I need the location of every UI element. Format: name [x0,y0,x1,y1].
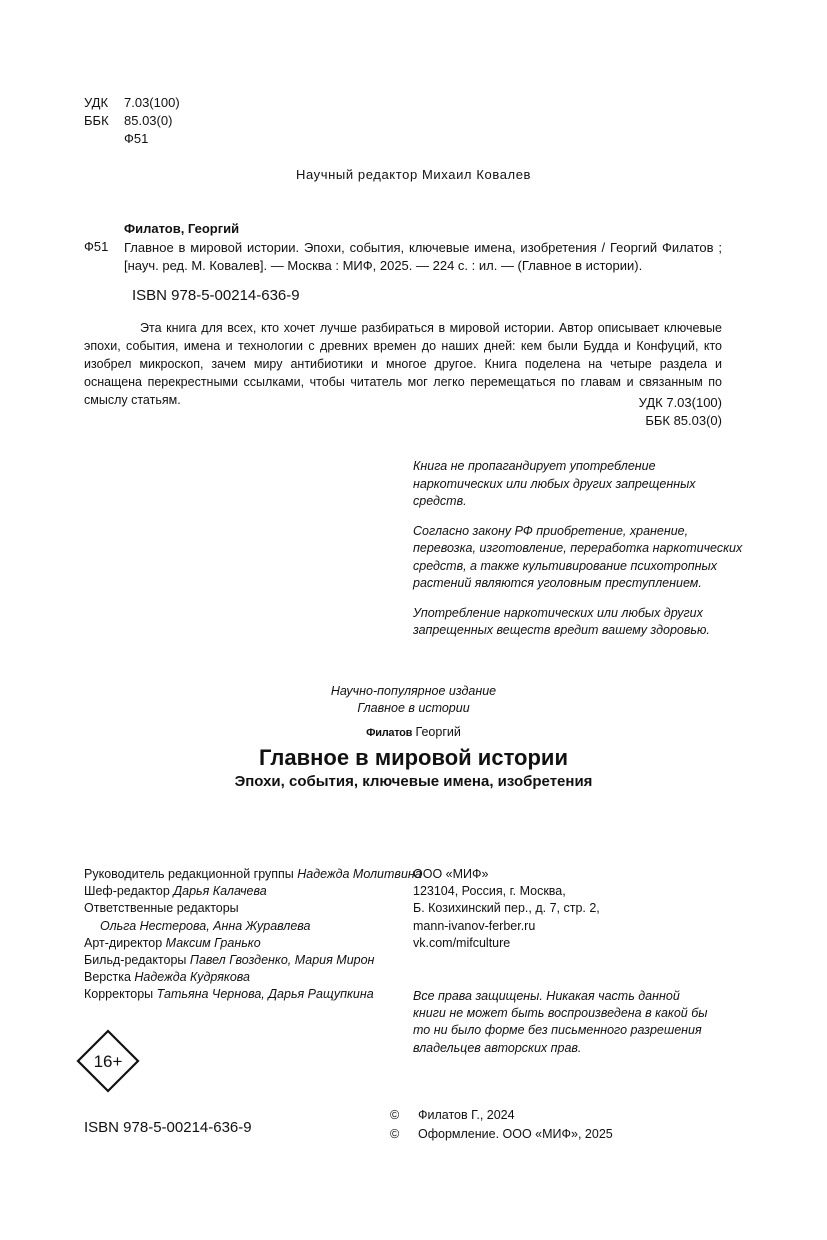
staff-line [84,918,422,935]
copyright-text: Филатов Г., 2024 [418,1108,515,1122]
classification-key [84,130,124,148]
author-code: Ф51 [84,239,109,254]
staff-line [84,866,422,883]
classification-value: 85.03(0) [124,113,173,128]
series-name: Главное в истории [357,701,470,715]
classification-block [84,94,180,148]
classification-key: ББК [84,113,109,128]
age-rating-text: 16+ [93,1052,123,1071]
annotation: Эта книга для всех, кто хочет лучше разбираться в мировой истории. Автор описывает ключевые эпохи, события, имена и технологии с древних времен до наших дней: кем были Будда и Конфуций, кто изобрел микроскоп, зачем миру антибиотики и многое другое. Книга поделена на четыре раздела и оснащена перекрестными ссылками, чтобы читатель мог легко перемещаться по главам и связанным по смыслу статьям. [84,321,722,407]
staff-line [84,986,422,1003]
classification-value: 7.03(100) [124,95,180,110]
scientific-editor: Научный редактор Михаил Ковалев [295,167,532,182]
copyright-icon: © [390,1108,400,1122]
publisher-social: vk.com/mifculture [413,935,511,950]
staff-name: Надежда Молитвина [297,867,422,881]
staff-line [84,935,422,952]
staff-line [84,883,422,900]
index-bbk: ББК 85.03(0) [645,413,722,428]
copyright-text: Оформление. ООО «МИФ», 2025 [418,1127,613,1141]
age-rating-badge [76,1029,140,1093]
staff-line [84,952,422,969]
isbn-bottom: ISBN 978-5-00214-636-9 [84,1119,252,1136]
staff-role: Верстка [84,970,131,985]
classification-index [639,394,722,430]
publisher-name: ООО «МИФ» [413,867,489,881]
bibliographic-record: Главное в мировой истории. Эпохи, события, ключевые имена, изобретения / Георгий Филатов ; [науч. ред. М. Ковалев]. — Москва : МИФ, 2025. — 224 с. : ил. — (Главное в истории). [124,240,722,273]
copyright-line [390,1125,613,1144]
author-heading: Филатов, Георгий [124,221,240,236]
book-subtitle: Эпохи, события, ключевые имена, изобретения [234,773,593,790]
edition-info [0,683,827,717]
staff-name: Ольга Нестерова, Анна Журавлева [100,918,311,933]
classification-row [84,112,180,130]
classification-key: УДК [84,95,109,110]
author-surname: Филатов [366,727,413,739]
classification-row [84,94,180,112]
copyright-block [390,1106,613,1144]
author-line [0,725,827,739]
copyright-icon: © [390,1127,400,1141]
diamond-icon [76,1029,140,1093]
staff-line [84,900,422,917]
staff-line [84,969,422,986]
staff-role: Руководитель редакционной группы [84,867,294,881]
publisher-website: mann-ivanov-ferber.ru [413,918,536,933]
staff-role: Бильд-редакторы [84,952,187,967]
staff-role: Корректоры [84,987,154,1002]
author-name: Георгий [415,725,461,739]
warning-paragraph: Употребление наркотических или любых других запрещенных веществ вредит вашему здоровью. [413,605,710,637]
rights-notice: Все права защищены. Никакая часть данной книги не может быть воспроизведена в какой бы то ни было форме без письменного разрешения владельцев авторских прав. [413,989,708,1055]
staff-role: Арт-директор [84,935,163,950]
isbn-top: ISBN 978-5-00214-636-9 [132,287,300,304]
staff-name: Максим Гранько [165,935,261,950]
classification-row [84,130,180,148]
publisher-info [413,866,600,952]
staff-name: Татьяна Чернова, Дарья Ращупкина [156,987,374,1002]
book-title: Главное в мировой истории [259,745,568,770]
warning-paragraph: Книга не пропагандирует употребление наркотических или любых других запрещенных средств. [413,459,696,508]
index-udk: УДК 7.03(100) [638,395,722,410]
edition-type: Научно-популярное издание [330,684,497,698]
publisher-address: Б. Козихинский пер., д. 7, стр. 2, [413,901,600,916]
copyright-line [390,1106,613,1125]
staff-list [84,866,422,1004]
staff-name: Павел Гвозденко, Мария Мирон [189,952,375,967]
legal-warnings [413,458,743,652]
staff-role: Шеф-редактор [84,884,170,899]
staff-role: Ответственные редакторы [84,901,239,916]
classification-value: Ф51 [124,131,149,146]
publisher-address: 123104, Россия, г. Москва, [413,884,566,899]
staff-name: Дарья Калачева [173,884,267,899]
warning-paragraph: Согласно закону РФ приобретение, хранение, перевозка, изготовление, переработка наркотических средств, а также культивирование психотропных растений являются уголовным преступлением. [413,523,743,590]
staff-name: Надежда Кудрякова [134,970,250,985]
